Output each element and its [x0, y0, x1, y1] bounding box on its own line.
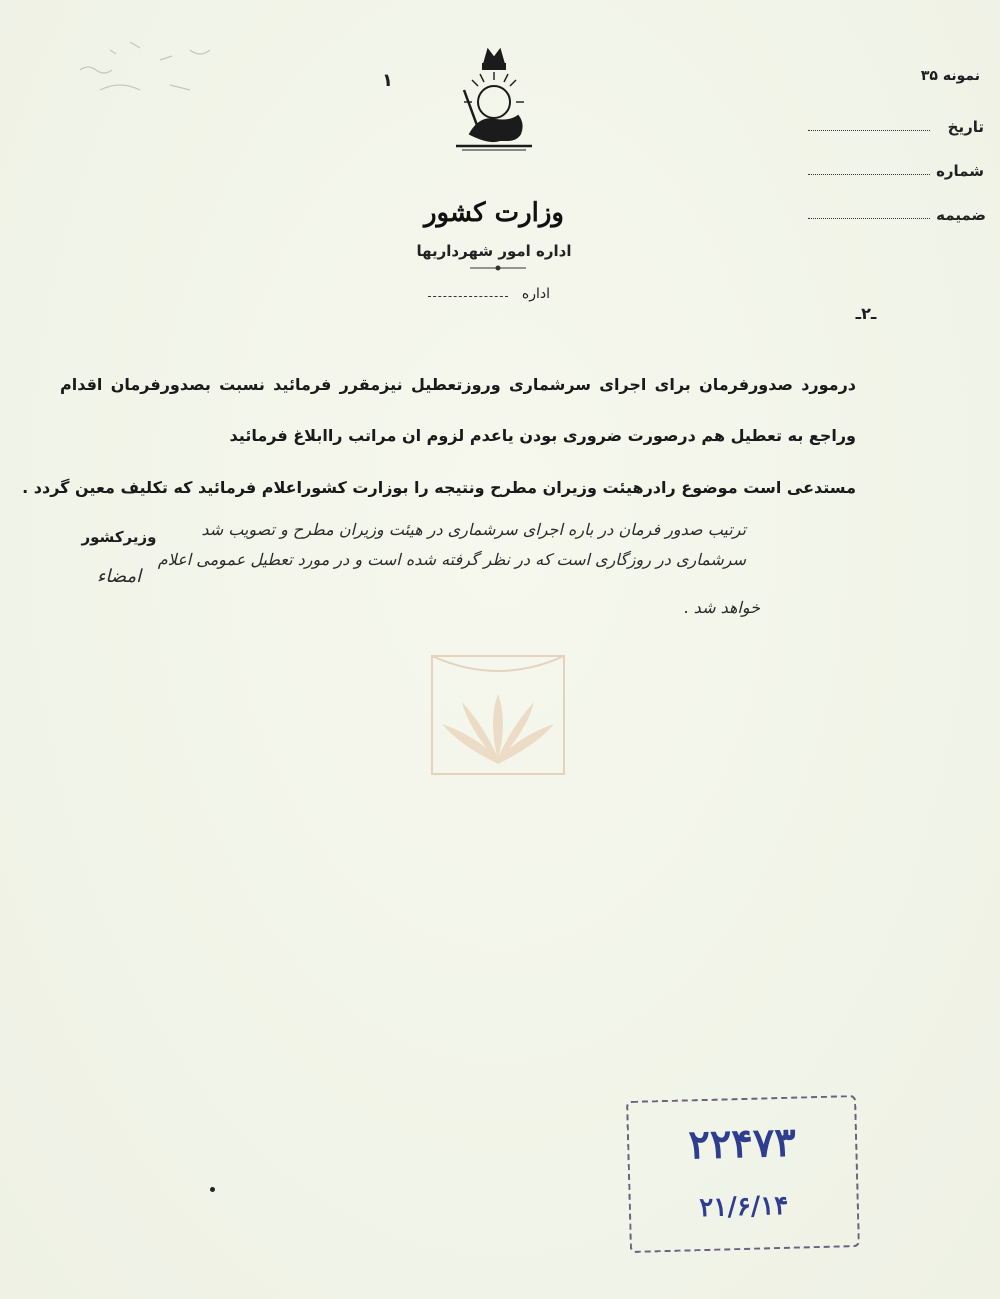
stamp-number: ۲۲۴۷۳	[687, 1118, 797, 1169]
office-label: اداره	[521, 286, 550, 302]
page-marker: ۱	[382, 70, 393, 91]
signature: امضاء	[96, 566, 142, 587]
number-label: شماره	[936, 162, 984, 180]
lion-and-sun-emblem	[448, 42, 540, 154]
stamp-date: ۲۱/۶/۱۴	[699, 1190, 789, 1224]
handwritten-line-2: سرشماری در روزگاری است که در نظر گرفته شده است و در مورد تعطیل عمومی اعلام	[157, 550, 746, 569]
attachment-label: ضمیمه	[936, 206, 986, 224]
library-watermark-logo	[430, 654, 566, 776]
ministry-title: وزارت کشور	[424, 198, 564, 228]
body-line-1: درمورد صدورفرمان برای اجرای سرشماری وروزتعطیل نیزمقرر فرمائید نسبت بصدورفرمان اقدام	[60, 375, 856, 394]
form-number: نمونه ۳۵	[920, 68, 980, 84]
registration-stamp	[626, 1095, 860, 1253]
page-number: ـ۲ـ	[855, 304, 877, 323]
handwritten-line-1: ترتیب صدور فرمان در باره اجرای سرشماری در هیئت وزیران مطرح و تصویب شد	[201, 520, 746, 539]
body-line-2: وراجع به تعطیل هم درصورت ضروری بودن یاعدم لزوم ان مراتب راابلاغ فرمائید	[229, 426, 856, 445]
date-label: تاریخ	[947, 118, 984, 136]
number-field[interactable]	[808, 174, 930, 175]
body-line-3: مستدعی است موضوع رادرهیئت وزیران مطرح ونتیجه را بوزارت کشوراعلام فرمائید که تکلیف معین گردد .	[22, 478, 856, 497]
signature-title: وزیرکشور	[81, 528, 157, 546]
handwritten-line-3: خواهد شد .	[683, 598, 760, 617]
office-dotline	[428, 296, 508, 297]
date-field[interactable]	[808, 130, 930, 131]
faint-marks-decoration	[70, 30, 240, 110]
ink-dot	[210, 1187, 215, 1192]
ornament-divider	[468, 262, 528, 274]
attachment-field[interactable]	[808, 218, 930, 219]
department-name: اداره امور شهرداریها	[416, 242, 572, 260]
